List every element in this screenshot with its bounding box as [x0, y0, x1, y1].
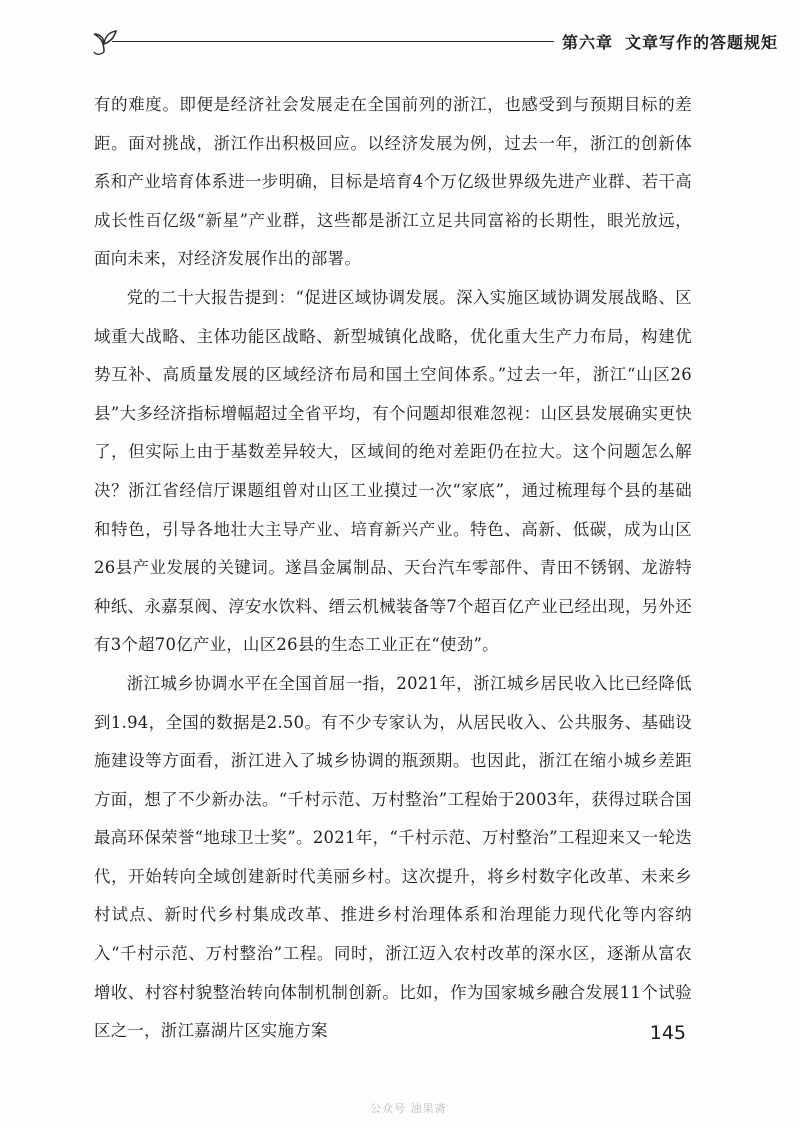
chapter-title: 文章写作的答题规矩: [625, 33, 779, 52]
watermark: 公众号 油果斋: [370, 1102, 447, 1115]
body-text: [94, 86, 692, 1051]
paragraph: 有的难度。即便是经济社会发展走在全国前列的浙江，也感受到与预期目标的差距。面对挑战，浙江作出积极回应。以经济发展为例，过去一年，浙江的创新体系和产业培育体系进一步明确，目标是培育4个万亿级世界级先进产业群、若干高成长性百亿级“新星”产业群，这些都是浙江立足共同富裕的长期性，眼光放远，面向未来，对经济发展作出的部署。: [94, 95, 692, 269]
chapter-heading: [562, 30, 778, 53]
sprout-leaf-icon: [88, 22, 120, 58]
page-number: 145: [649, 1022, 686, 1044]
paragraph: 浙江城乡协调水平在全国首屈一指，2021年，浙江城乡居民收入比已经降低到1.94，全国的数据是2.50。有不少专家认为，从居民收入、公共服务、基础设施建设等方面看，浙江进入了城乡协调的瓶颈期。也因此，浙江在缩小城乡差距方面，想了不少新办法。“千村示范、万村整治”工程始于2003年，获得过联合国最高环保荣誉“地球卫士奖”。2021年，“千村示范、万村整治”工程迎来又一轮迭代，开始转向全域创建新时代美丽乡村。这次提升，将乡村数字化改革、未来乡村试点、新时代乡村集成改革、推进乡村治理体系和治理能力现代化等内容纳入“千村示范、万村整治”工程。同时，浙江迈入农村改革的深水区，逐渐从富农增收、村容村貌整治转向体制机制创新。比如，作为国家城乡融合发展11个试验区之一，浙江嘉湖片区实施方案: [94, 673, 692, 1041]
running-header: [88, 20, 779, 60]
paragraph: 党的二十大报告提到：“促进区域协调发展。深入实施区域协调发展战略、区域重大战略、主体功能区战略、新型城镇化战略，优化重大生产力布局，构建优势互补、高质量发展的区域经济布局和国土空间体系。”过去一年，浙江“山区26县”大多经济指标增幅超过全省平均，有个问题却很难忽视：山区县发展确实更快了，但实际上由于基数差异较大，区域间的绝对差距仍在拉大。这个问题怎么解决？浙江省经信厅课题组曾对山区工业摸过一次“家底”，通过梳理每个县的基础和特色，引导各地壮大主导产业、培育新兴产业。特色、高新、低碳，成为山区26县产业发展的关键词。遂昌金属制品、天台汽车零部件、青田不锈钢、龙游特种纸、永嘉泵阀、淳安水饮料、缙云机械装备等7个超百亿产业已经出现，另外还有3个超70亿产业，山区26县的生态工业正在“使劲”。: [94, 287, 692, 655]
header-rule: [112, 41, 554, 42]
chapter-number: 第六章: [562, 33, 614, 52]
